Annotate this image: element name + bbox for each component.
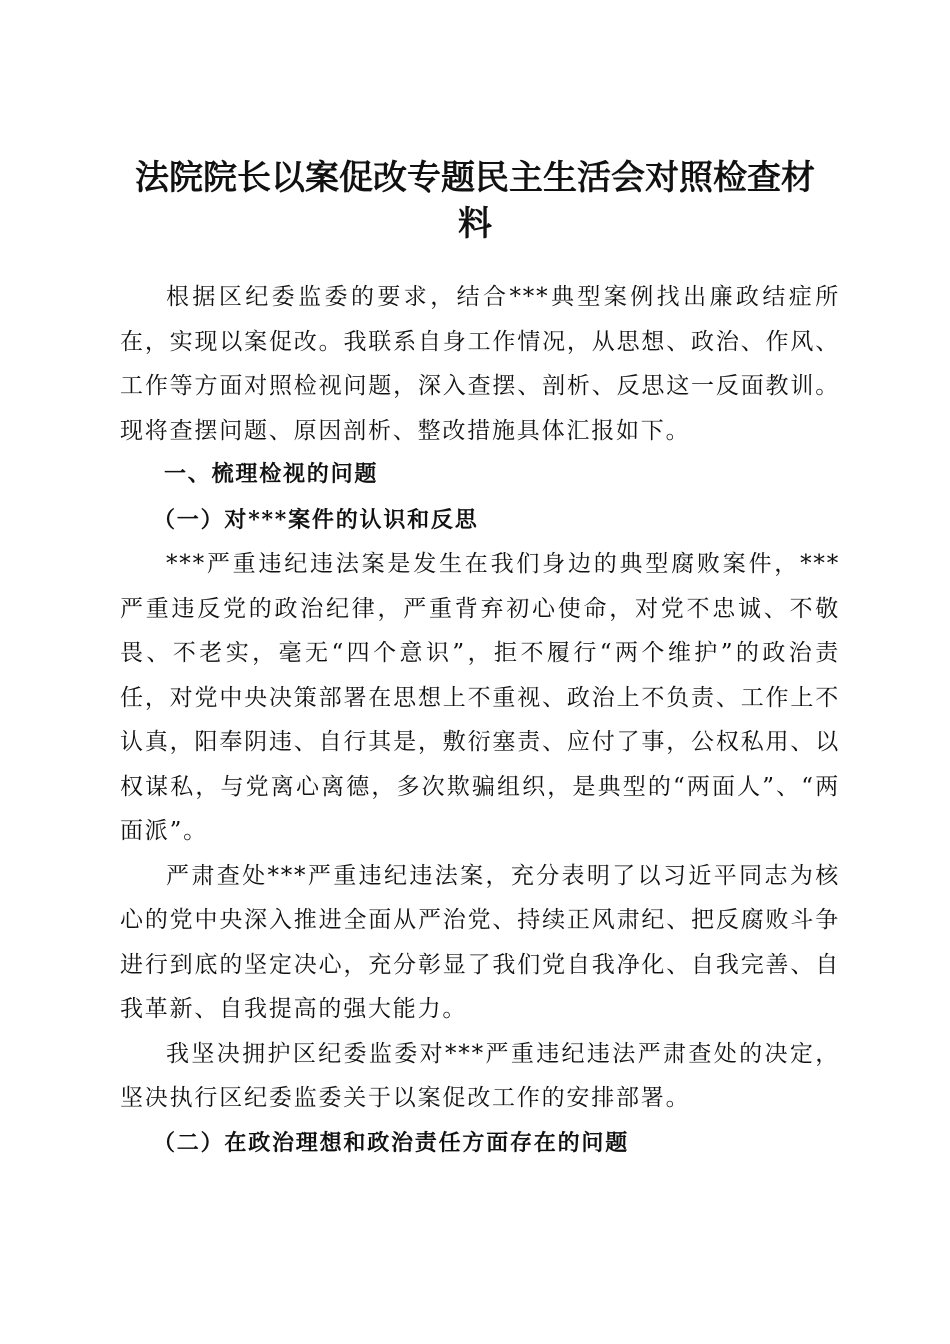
document-body <box>120 275 840 1165</box>
section-heading-1: 一、梳理检视的问题 <box>164 462 379 487</box>
title-line-2: 料 <box>458 203 492 244</box>
title-line-1: 法院院长以案促改专题民主生活会对照检查材 <box>135 157 815 198</box>
body-paragraph-1: ***严重违纪违法案是发生在我们身边的典型腐败案件，***严重违反党的政治纪律，严重背弃初心使命，对党不忠诚、不敬畏、不老实，毫无“四个意识”，拒不履行“两个维护”的政治责任，对党中央决策部署在思想上不重视、政治上不负责、工作上不认真，阳奉阴违、自行其是，敷衍塞责、应付了事，公权私用、以权谋私，与党离心离德，多次欺骗组织，是典型的“两面人”、“两面派”。 <box>120 551 840 844</box>
body-paragraph-3: 我坚决拥护区纪委监委对***严重违纪违法严肃查处的决定，坚决执行区纪委监委关于以案促改工作的安排部署。 <box>120 1040 840 1111</box>
subsection-heading-1: （一）对***案件的认识和反思 <box>153 506 479 533</box>
subsection-heading-2: （二）在政治理想和政治责任方面存在的问题 <box>153 1129 630 1156</box>
intro-paragraph: 根据区纪委监委的要求，结合***典型案例找出廉政结症所在，实现以案促改。我联系自身工作情况，从思想、政治、作风、工作等方面对照检视问题，深入查摆、剖析、反思这一反面教训。现将查摆问题、原因剖析、整改措施具体汇报如下。 <box>120 284 840 444</box>
body-paragraph-2: 严肃查处***严重违纪违法案，充分表明了以习近平同志为核心的党中央深入推进全面从严治党、持续正风肃纪、把反腐败斗争进行到底的坚定决心，充分彰显了我们党自我净化、自我完善、自我革新、自我提高的强大能力。 <box>120 862 840 1022</box>
document-title <box>110 155 840 247</box>
